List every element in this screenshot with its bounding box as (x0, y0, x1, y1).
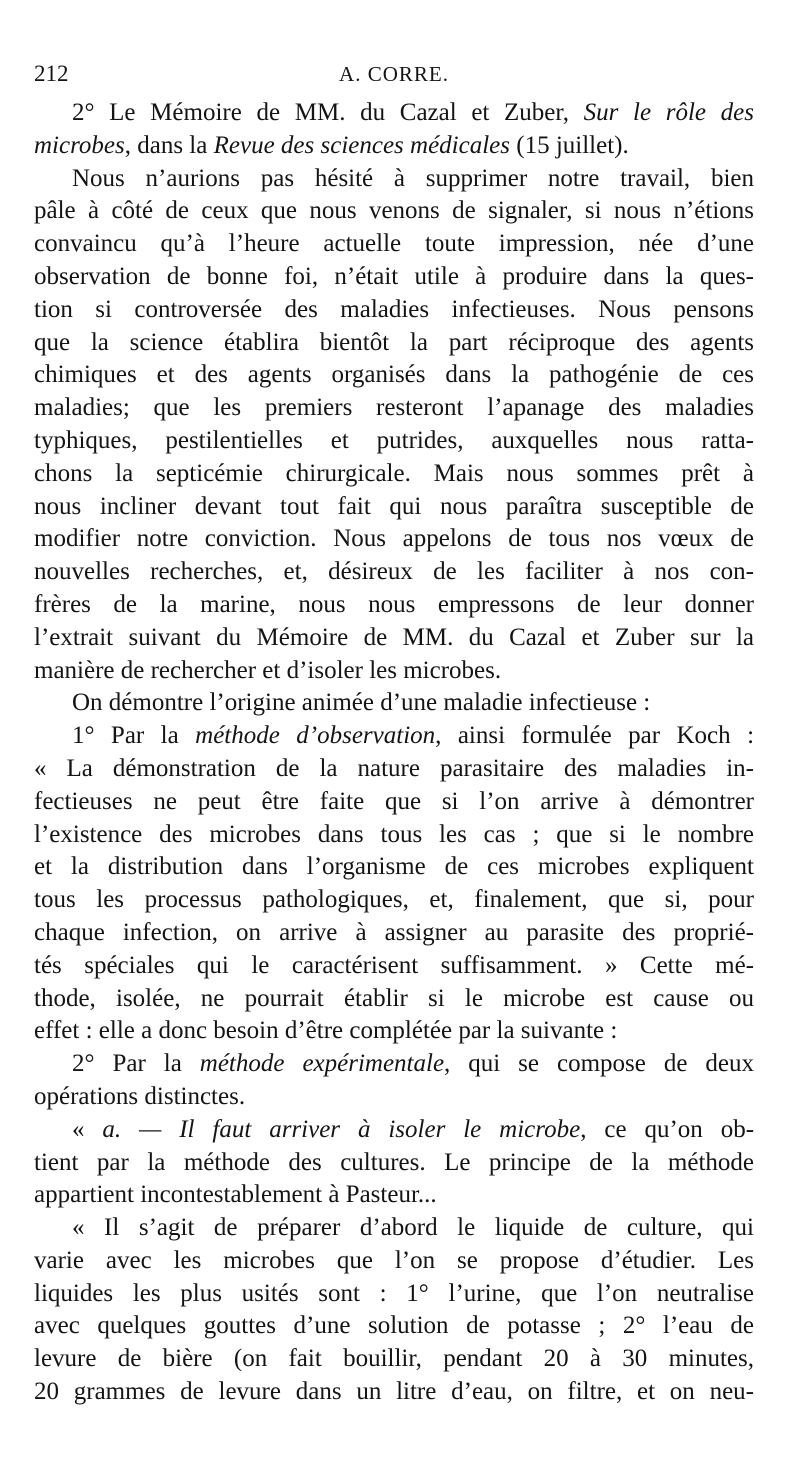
body-text (34, 97, 754, 1409)
text-run: modifier notre conviction. Nous appelons de tous nos vœux de (34, 525, 754, 553)
page-number: 212 (34, 61, 69, 86)
text-line (34, 425, 754, 458)
text-run: typhiques, pestilentielles et putrides, auxquelles nous ratta- (34, 426, 754, 454)
text-run: maladies; que les premiers resteront l’apanage des maladies (34, 394, 754, 422)
text-run: appartient incontestablement à Pasteur... (34, 1181, 437, 1209)
text-line (34, 1015, 754, 1048)
text-line (34, 687, 754, 720)
text-line (34, 392, 754, 425)
text-run: 1° Par la (72, 722, 196, 750)
text-run: nous incliner devant tout fait qui nous paraîtra susceptible de (34, 492, 754, 520)
text-run: fectieuses ne peut être faite que si l’on arrive à démontrer (34, 787, 754, 815)
text-run: On démontre l’origine animée d’une maladie infectieuse : (72, 689, 651, 717)
text-run: (15 juillet). (510, 131, 629, 159)
text-run: liquides les plus usités sont : 1° l’urine, que l’on neutralise (34, 1279, 754, 1307)
text-line (34, 1212, 754, 1245)
text-line (34, 458, 754, 491)
text-line (34, 1081, 754, 1114)
text-run: levure de bière (on fait bouillir, pendant 20 à 30 minutes, (34, 1345, 754, 1373)
text-line (34, 228, 754, 261)
text-line (34, 950, 754, 983)
running-title: A. CORRE. (339, 62, 449, 86)
text-line (34, 786, 754, 819)
text-run: l’extrait suivant du Mémoire de MM. du Cazal et Zuber sur la (34, 623, 754, 651)
italic-text: Revue des sciences médicales (213, 131, 510, 159)
text-run: , ce qu’on ob- (580, 1115, 755, 1143)
text-run: convaincu qu’à l’heure actuelle toute impression, née d’une (34, 230, 754, 258)
text-run: 20 grammes de levure dans un litre d’eau, on filtre, et on neu- (34, 1378, 754, 1406)
text-run: varie avec les microbes que l’on se propose d’étudier. Les (34, 1246, 754, 1274)
text-run: 2° Par la (72, 1050, 200, 1078)
text-line (34, 1310, 754, 1343)
text-line (34, 97, 754, 130)
text-run: tion si controversée des maladies infectieuses. Nous pensons (34, 295, 754, 323)
text-run: pâle à côté de ceux que nous venons de signaler, si nous n’étions (34, 197, 754, 225)
text-line (34, 851, 754, 884)
text-line (34, 1147, 754, 1180)
text-run: thode, isolée, ne pourrait établir si le microbe est cause ou (34, 984, 754, 1012)
text-run: chons la septicémie chirurgicale. Mais nous sommes prêt à (34, 459, 754, 487)
text-line (34, 491, 754, 524)
text-line (34, 1245, 754, 1278)
text-line (34, 523, 754, 556)
text-line (34, 917, 754, 950)
text-run: « La démonstration de la nature parasitaire des maladies in- (34, 754, 754, 782)
text-run: , ainsi formulée par Koch : (435, 722, 755, 750)
text-run: observation de bonne foi, n’était utile à produire dans la ques- (34, 262, 754, 290)
page-header (34, 56, 754, 92)
text-line (34, 327, 754, 360)
italic-text: Sur le rôle des (583, 99, 755, 126)
italic-text: méthode d’observation (195, 722, 436, 750)
text-line (34, 1376, 754, 1409)
text-run: , qui se compose de deux (444, 1050, 754, 1078)
text-run: tés spéciales qui le caractérisent suffisamment. » Cette mé- (34, 951, 754, 979)
text-line (34, 1278, 754, 1311)
text-line (34, 753, 754, 786)
text-line (34, 130, 754, 163)
text-line (34, 1179, 754, 1212)
text-run: l’existence des microbes dans tous les cas ; que si le nombre (34, 820, 754, 848)
italic-text: a. — Il faut arriver à isoler le microbe (102, 1115, 581, 1143)
text-run: avec quelques gouttes d’une solution de potasse ; 2° l’eau de (34, 1312, 754, 1340)
text-run: manière de rechercher et d’isoler les microbes. (34, 656, 502, 684)
text-line (34, 195, 754, 228)
text-line (34, 655, 754, 688)
text-line (34, 884, 754, 917)
text-line (34, 589, 754, 622)
text-line (34, 720, 754, 753)
text-line (34, 1114, 754, 1147)
text-line (34, 294, 754, 327)
text-run: que la science établira bientôt la part réciproque des agents (34, 328, 754, 356)
italic-text: microbes (34, 131, 125, 159)
text-run: 2° Le Mémoire de MM. du Cazal et Zuber, (72, 99, 584, 126)
italic-text: méthode expérimentale (199, 1050, 445, 1078)
text-line (34, 163, 754, 196)
text-line (34, 556, 754, 589)
text-run: chaque infection, on arrive à assigner au parasite des proprié- (34, 918, 754, 946)
text-run: frères de la marine, nous nous empressons de leur donner (34, 590, 754, 618)
text-run: tous les processus pathologiques, et, finalement, que si, pour (34, 886, 754, 914)
text-line (34, 261, 754, 294)
text-line (34, 983, 754, 1016)
text-run: tient par la méthode des cultures. Le principe de la méthode (34, 1148, 754, 1176)
text-line (34, 819, 754, 852)
text-run: nouvelles recherches, et, désireux de les faciliter à nos con- (34, 558, 754, 586)
text-run: effet : elle a donc besoin d’être complétée par la suivante : (34, 1017, 618, 1045)
text-run: Nous n’aurions pas hésité à supprimer notre travail, bien (72, 164, 754, 192)
text-line (34, 1343, 754, 1376)
text-line (34, 622, 754, 655)
text-run: , dans la (124, 131, 214, 159)
text-run: opérations distinctes. (34, 1082, 246, 1110)
text-line (34, 359, 754, 392)
text-run: chimiques et des agents organisés dans la pathogénie de ces (34, 361, 754, 389)
text-line (34, 1048, 754, 1081)
text-run: « Il s’agit de préparer d’abord le liquide de culture, qui (72, 1214, 754, 1242)
text-run: « (72, 1115, 103, 1143)
text-run: et la distribution dans l’organisme de ces microbes expliquent (34, 853, 754, 881)
